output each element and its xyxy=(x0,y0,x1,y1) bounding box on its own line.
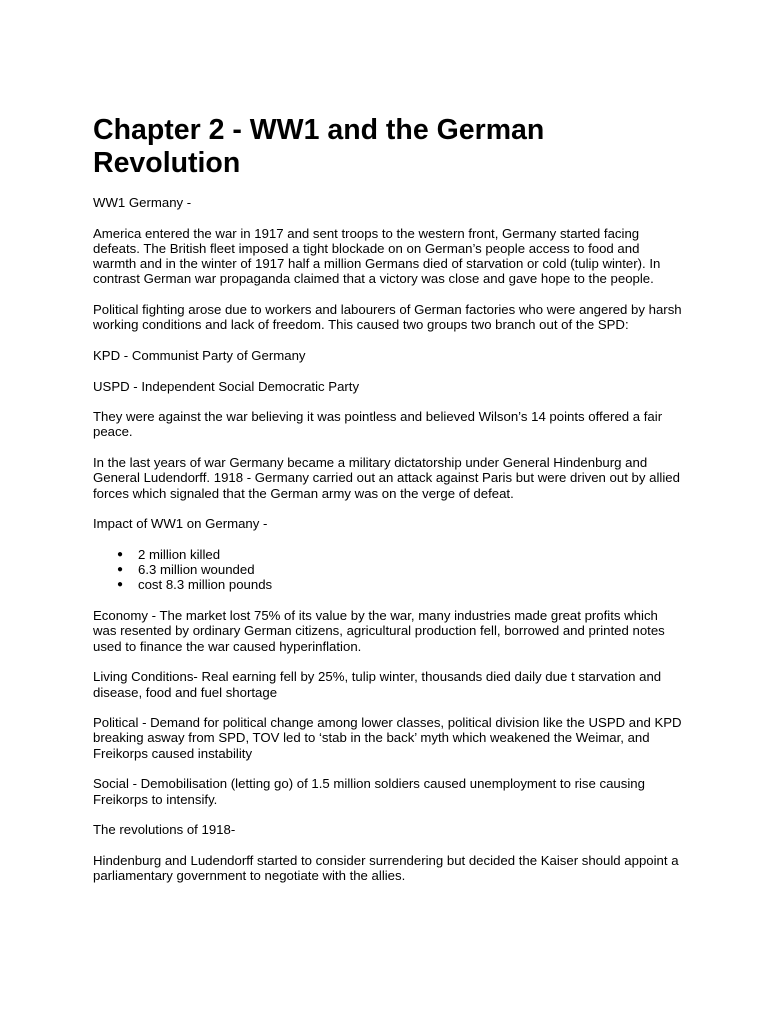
list-item xyxy=(117,547,683,562)
paragraph-kpd: KPD - Communist Party of Germany xyxy=(93,347,306,363)
list-item-text: 2 million killed xyxy=(138,546,221,562)
paragraph-against-war: They were against the war believing it was pointless and believed Wilson’s 14 points offered a fair peace. xyxy=(93,409,663,440)
bullet-icon: ● xyxy=(117,564,124,576)
bullet-icon: ● xyxy=(117,548,124,560)
paragraph-military-dictatorship: In the last years of war Germany became a military dictatorship under General Hindenburg and General Ludendorff. 1918 - Germany carried out an attack against Paris but were driven out by allied forces which signaled that the German army was on the verge of defeat. xyxy=(93,455,680,501)
bullet-icon: ● xyxy=(117,579,124,591)
chapter-title: Chapter 2 - WW1 and the German Revolution xyxy=(93,114,545,179)
list-item xyxy=(117,577,683,592)
paragraph-america-entered-war: America entered the war in 1917 and sent troops to the western front, Germany started facing defeats. The British fleet imposed a tight blockade on on German’s people access to food and warmth and in the winter of 1917 half a million Germans died of starvation or cold (tulip winter). In contrast German war propaganda claimed that a victory was close and gave hope to the people. xyxy=(93,225,661,287)
paragraph-uspd: USPD - Independent Social Democratic Party xyxy=(93,378,360,394)
section-heading-ww1-germany: WW1 Germany - xyxy=(93,195,192,210)
paragraph-economy: Economy - The market lost 75% of its value by the war, many industries made great profits which was resented by ordinary German citizens, agricultural production fell, borrowed and printed notes used to finance the war caused hyperinflation. xyxy=(93,608,665,654)
document-page xyxy=(93,114,683,899)
list-item-text: cost 8.3 million pounds xyxy=(138,577,273,593)
paragraph-political: Political - Demand for political change among lower classes, political division like the USPD and KPD breaking asway from SPD, TOV led to ‘stab in the back’ myth which weakened the Weimar, and Freikorps caused instability xyxy=(93,715,682,761)
list-item-text: 6.3 million wounded xyxy=(138,562,255,578)
impact-bullet-list xyxy=(93,547,683,593)
section-heading-revolutions-1918: The revolutions of 1918- xyxy=(93,822,236,838)
list-item xyxy=(117,562,683,577)
section-heading-impact-ww1: Impact of WW1 on Germany - xyxy=(93,516,268,532)
paragraph-living-conditions: Living Conditions- Real earning fell by 25%, tulip winter, thousands died daily due t starvation and disease, food and fuel shortage xyxy=(93,669,662,700)
paragraph-hindenburg-ludendorff: Hindenburg and Ludendorff started to consider surrendering but decided the Kaiser should appoint a parliamentary government to negotiate with the allies. xyxy=(93,852,679,884)
paragraph-social: Social - Demobilisation (letting go) of 1.5 million soldiers caused unemployment to rise causing Freikorps to intensify. xyxy=(93,776,645,807)
paragraph-political-fighting: Political fighting arose due to workers and labourers of German factories who were angered by harsh working conditions and lack of freedom. This caused two groups two branch out of the SPD: xyxy=(93,302,682,333)
